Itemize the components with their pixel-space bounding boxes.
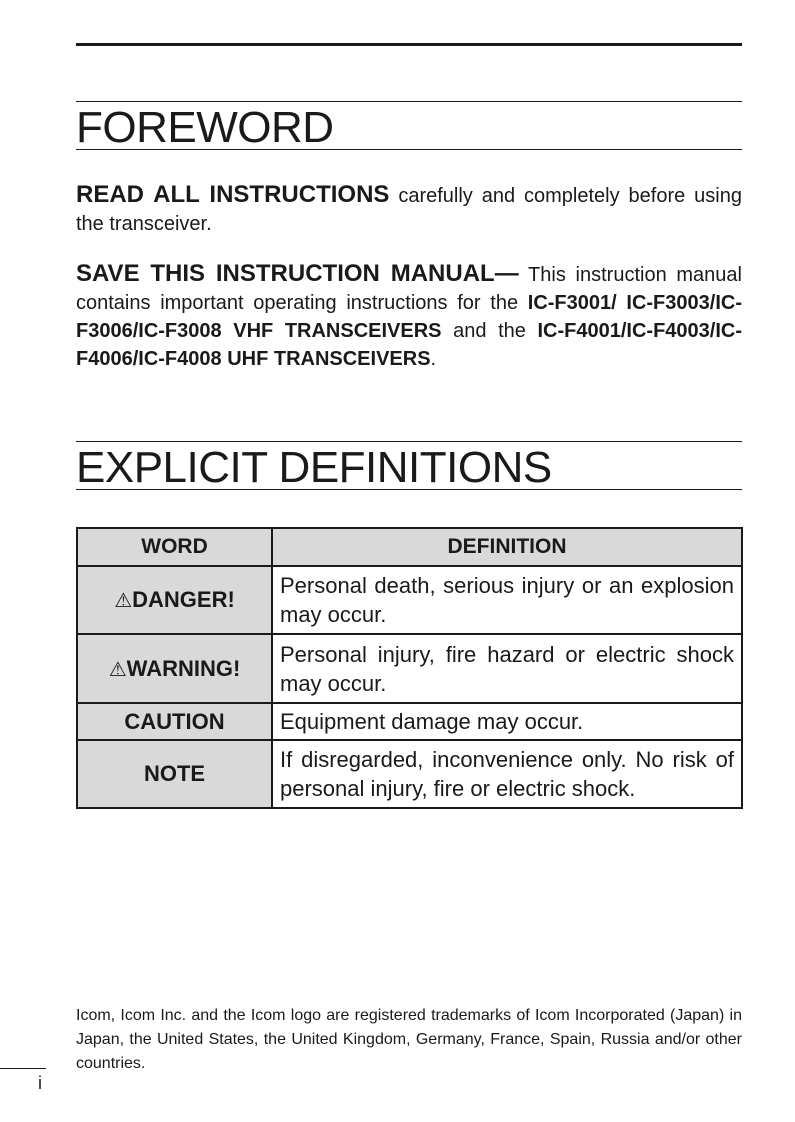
save-manual-paragraph bbox=[76, 260, 742, 373]
table-row bbox=[77, 703, 742, 740]
foreword-heading: FOREWORD bbox=[76, 101, 742, 150]
word-warning: WARNING! bbox=[126, 655, 241, 681]
table-row bbox=[77, 740, 742, 808]
explicit-definitions-heading: EXPLICIT DEFINITIONS bbox=[76, 441, 742, 490]
header-definition: DEFINITION bbox=[272, 528, 742, 566]
page-number-rule bbox=[0, 1068, 46, 1069]
definition-warning: Personal injury, fire hazard or electric shock may occur. bbox=[272, 634, 742, 703]
read-instructions-text: carefully and completely before using the transceiver. bbox=[76, 185, 742, 235]
trademark-footnote: Icom, Icom Inc. and the Icom logo are registered trademarks of Icom Incorporated (Japan) in Japan, the United States, the United Kingdom, Germany, France, Spain, Russia and/or other countries. bbox=[76, 1007, 742, 1072]
save-manual-lead: SAVE THIS INSTRUCTION MANUAL— bbox=[76, 260, 519, 287]
header-word: WORD bbox=[77, 528, 272, 566]
word-danger-cell bbox=[77, 566, 272, 634]
vhf-models: IC-F3001/ IC-F3003/IC-F3006/IC-F3008 VHF TRANSCEIVERS bbox=[76, 292, 742, 342]
word-warning-cell bbox=[77, 634, 272, 703]
table-row bbox=[77, 566, 742, 634]
warning-triangle-icon: ⚠ bbox=[114, 590, 133, 612]
word-note: NOTE bbox=[77, 740, 272, 808]
uhf-models: IC-F4001/IC-F4003/IC-F4006/IC-F4008 UHF TRANSCEIVERS bbox=[76, 320, 743, 370]
save-manual-text: This instruction manual contains important operating instructions for the bbox=[76, 264, 742, 314]
warning-triangle-icon: ⚠ bbox=[108, 658, 127, 681]
read-instructions-paragraph bbox=[76, 181, 742, 238]
table-header-row bbox=[77, 528, 742, 566]
table-row bbox=[77, 634, 742, 703]
definition-danger: Personal death, serious injury or an explosion may occur. bbox=[272, 566, 742, 634]
word-danger: DANGER! bbox=[132, 587, 235, 612]
save-manual-and: and the bbox=[441, 320, 538, 342]
definition-caution: Equipment damage may occur. bbox=[272, 703, 742, 740]
definitions-table bbox=[76, 527, 743, 809]
top-rule bbox=[76, 43, 742, 46]
read-instructions-lead: READ ALL INSTRUCTIONS bbox=[76, 181, 390, 208]
save-manual-period: . bbox=[430, 348, 437, 370]
page-number: i bbox=[38, 1073, 42, 1093]
definition-note: If disregarded, inconvenience only. No risk of personal injury, fire or electric shock. bbox=[272, 740, 742, 808]
word-caution: CAUTION bbox=[77, 703, 272, 740]
